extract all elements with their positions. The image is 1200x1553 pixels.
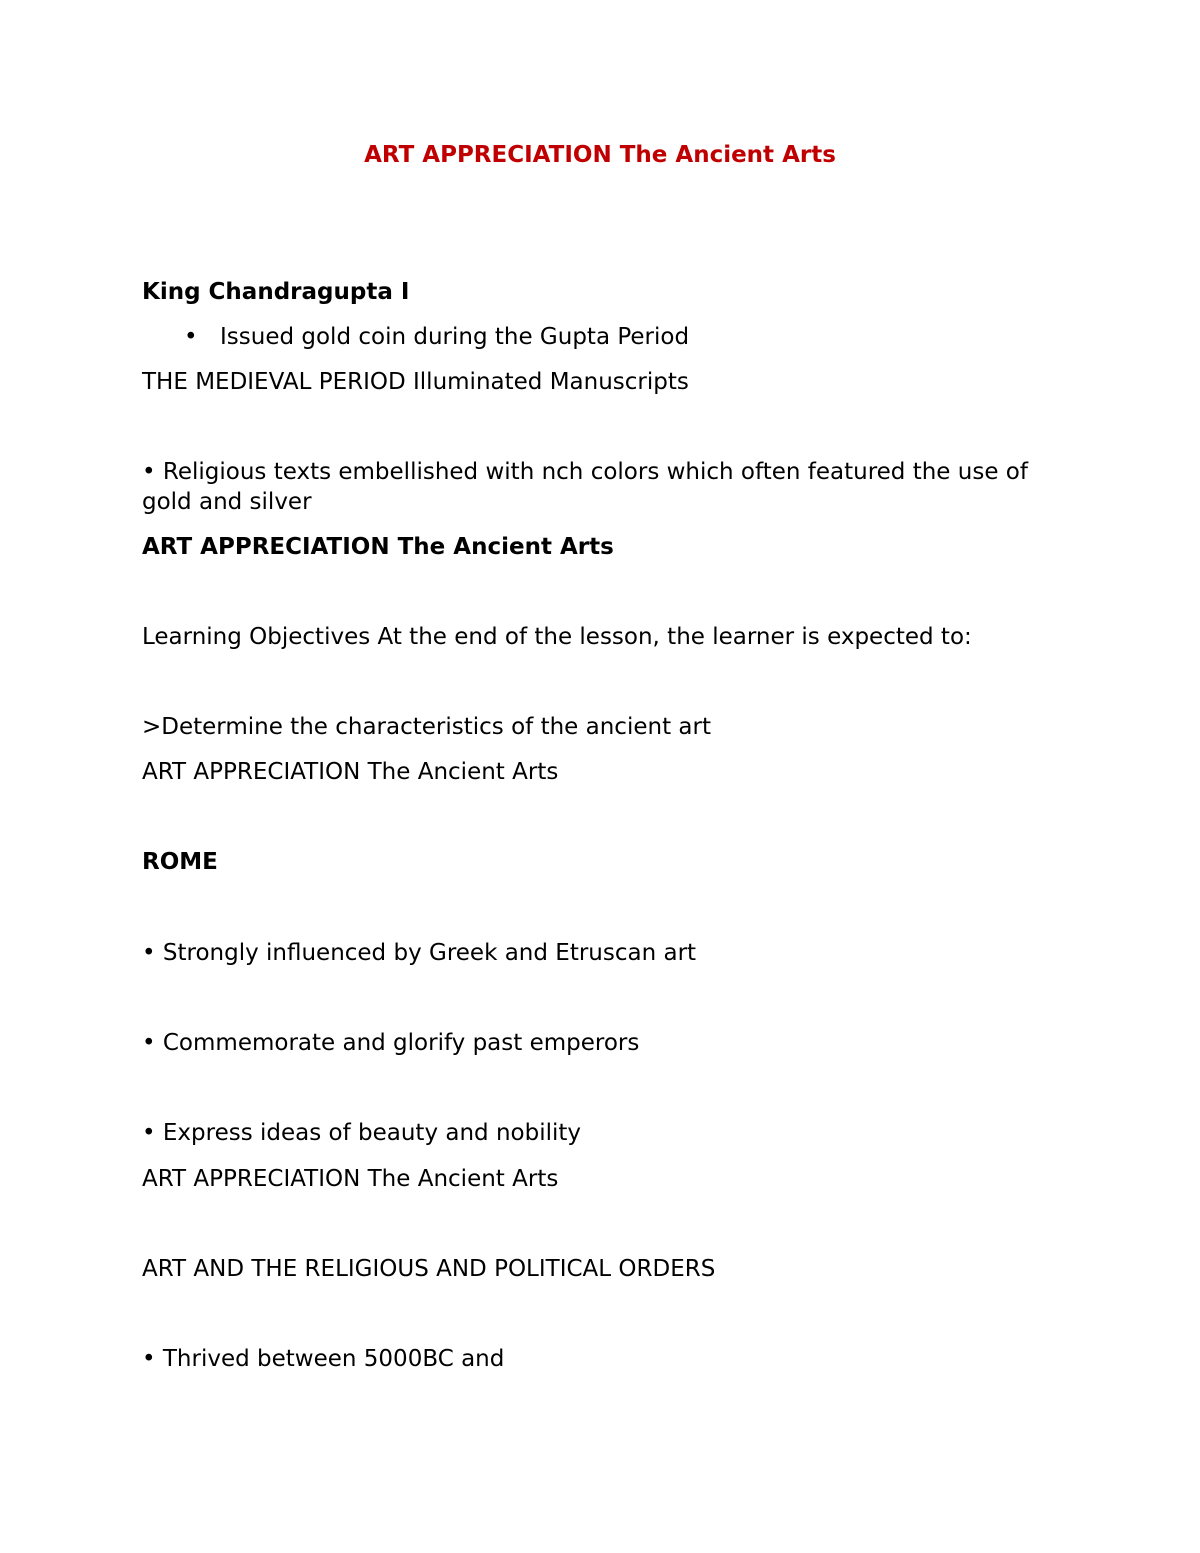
king-chandragupta-heading: King Chandragupta I xyxy=(142,279,410,305)
section-title-bold: ART APPRECIATION The Ancient Arts xyxy=(142,534,614,560)
coin-list-item xyxy=(184,322,689,352)
religious-texts-paragraph: • Religious texts embellished with nch colors which often featured the use of gold and silver xyxy=(142,459,1028,515)
determine-objective-line: >Determine the characteristics of the ancient art xyxy=(142,714,711,740)
rome-bullet-greek: • Strongly influenced by Greek and Etruscan art xyxy=(142,940,697,966)
thrived-bullet: • Thrived between 5000BC and xyxy=(142,1346,505,1372)
rome-bullet-commemorate: • Commemorate and glorify past emperors xyxy=(142,1030,640,1056)
religious-political-orders-line: ART AND THE RELIGIOUS AND POLITICAL ORDERS xyxy=(142,1256,716,1282)
rome-bullet-beauty: • Express ideas of beauty and nobility xyxy=(142,1120,581,1146)
bullet-icon: • xyxy=(184,324,198,350)
medieval-period-line: THE MEDIEVAL PERIOD Illuminated Manuscripts xyxy=(142,369,689,395)
coin-text: Issued gold coin during the Gupta Period xyxy=(220,324,690,350)
section-title-plain-1: ART APPRECIATION The Ancient Arts xyxy=(142,759,559,785)
section-title-plain-2: ART APPRECIATION The Ancient Arts xyxy=(142,1166,559,1192)
document-title: ART APPRECIATION The Ancient Arts xyxy=(364,142,836,168)
learning-objectives-line: Learning Objectives At the end of the lesson, the learner is expected to: xyxy=(142,624,972,650)
rome-heading: ROME xyxy=(142,849,218,875)
